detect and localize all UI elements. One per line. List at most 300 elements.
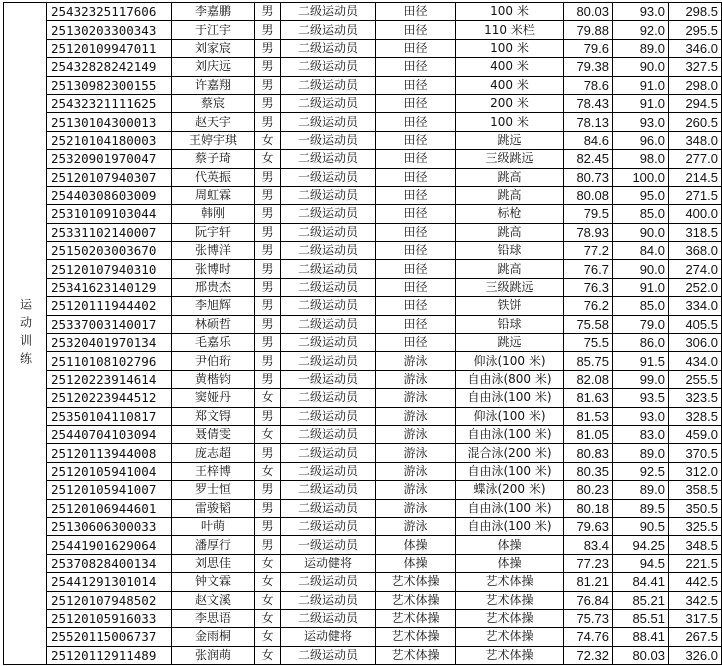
table-row: [4, 242, 722, 260]
category-cell: 运动训练: [4, 3, 47, 665]
total-score-cell: 298.5: [669, 3, 722, 21]
athlete-level-cell: 二级运动员: [281, 3, 376, 21]
name-cell: 林硕哲: [172, 315, 255, 333]
score-1-cell: 77.23: [564, 554, 613, 572]
athlete-level-cell: 二级运动员: [281, 205, 376, 223]
table-row: [4, 591, 722, 609]
name-cell: 毛嘉乐: [172, 334, 255, 352]
score-2-cell: 85.0: [613, 297, 669, 315]
sex-cell: 女: [255, 150, 281, 168]
score-1-cell: 82.08: [564, 370, 613, 388]
student-id-cell: 25432828242149: [47, 58, 172, 76]
student-id-cell: 25130203300343: [47, 21, 172, 39]
sport-cell: 田径: [376, 205, 456, 223]
sex-cell: 女: [255, 628, 281, 646]
total-score-cell: 400.0: [669, 205, 722, 223]
sex-cell: 男: [255, 481, 281, 499]
student-id-cell: 25120107948502: [47, 591, 172, 609]
name-cell: 窦娅丹: [172, 389, 255, 407]
score-1-cell: 75.73: [564, 609, 613, 627]
event-cell: 400 米: [456, 58, 564, 76]
athlete-level-cell: 一级运动员: [281, 536, 376, 554]
total-score-cell: 260.5: [669, 113, 722, 131]
score-1-cell: 81.21: [564, 573, 613, 591]
sport-cell: 艺术体操: [376, 609, 456, 627]
event-cell: 艺术体操: [456, 628, 564, 646]
athlete-level-cell: 二级运动员: [281, 186, 376, 204]
athlete-level-cell: 二级运动员: [281, 334, 376, 352]
student-id-cell: 25120112911489: [47, 646, 172, 664]
student-id-cell: 25130104300013: [47, 113, 172, 131]
sport-cell: 田径: [376, 315, 456, 333]
sex-cell: 男: [255, 278, 281, 296]
name-cell: 赵文溪: [172, 591, 255, 609]
athlete-level-cell: 二级运动员: [281, 260, 376, 278]
sport-cell: 田径: [376, 278, 456, 296]
student-id-cell: 25432325117606: [47, 3, 172, 21]
total-score-cell: 442.5: [669, 573, 722, 591]
student-id-cell: 25110108102796: [47, 352, 172, 370]
event-cell: 200 米: [456, 94, 564, 112]
sport-cell: 游泳: [376, 425, 456, 443]
score-2-cell: 85.51: [613, 609, 669, 627]
score-2-cell: 90.5: [613, 517, 669, 535]
student-id-cell: 25120223944512: [47, 389, 172, 407]
score-1-cell: 81.53: [564, 407, 613, 425]
table-row: [4, 536, 722, 554]
sport-cell: 田径: [376, 168, 456, 186]
event-cell: 铅球: [456, 315, 564, 333]
student-id-cell: 25120107940310: [47, 260, 172, 278]
sport-cell: 田径: [376, 39, 456, 57]
event-cell: 三级跳远: [456, 150, 564, 168]
sport-cell: 田径: [376, 3, 456, 21]
total-score-cell: 277.0: [669, 150, 722, 168]
sport-cell: 田径: [376, 260, 456, 278]
score-2-cell: 89.0: [613, 444, 669, 462]
score-2-cell: 79.0: [613, 315, 669, 333]
sport-cell: 田径: [376, 242, 456, 260]
student-id-cell: 25440704103094: [47, 425, 172, 443]
score-2-cell: 95.0: [613, 186, 669, 204]
sex-cell: 男: [255, 113, 281, 131]
score-1-cell: 78.93: [564, 223, 613, 241]
sport-cell: 体操: [376, 536, 456, 554]
athlete-level-cell: 二级运动员: [281, 591, 376, 609]
sport-cell: 艺术体操: [376, 591, 456, 609]
table-row: [4, 517, 722, 535]
event-cell: 跳远: [456, 334, 564, 352]
sex-cell: 男: [255, 407, 281, 425]
score-2-cell: 96.0: [613, 131, 669, 149]
athlete-level-cell: 二级运动员: [281, 407, 376, 425]
score-1-cell: 78.43: [564, 94, 613, 112]
sex-cell: 男: [255, 186, 281, 204]
event-cell: 体操: [456, 536, 564, 554]
total-score-cell: 274.0: [669, 260, 722, 278]
table-row: [4, 131, 722, 149]
table-row: [4, 186, 722, 204]
score-1-cell: 84.6: [564, 131, 613, 149]
sex-cell: 女: [255, 462, 281, 480]
total-score-cell: 368.0: [669, 242, 722, 260]
event-cell: 跳高: [456, 223, 564, 241]
score-2-cell: 85.0: [613, 205, 669, 223]
score-1-cell: 78.6: [564, 76, 613, 94]
name-cell: 赵天宇: [172, 113, 255, 131]
sport-cell: 田径: [376, 58, 456, 76]
score-2-cell: 90.0: [613, 260, 669, 278]
student-id-cell: 25120105941004: [47, 462, 172, 480]
score-1-cell: 76.3: [564, 278, 613, 296]
score-2-cell: 89.0: [613, 39, 669, 57]
table-row: [4, 646, 722, 664]
athlete-level-cell: 一级运动员: [281, 168, 376, 186]
event-cell: 艺术体操: [456, 609, 564, 627]
event-cell: 自由泳(100 米): [456, 462, 564, 480]
total-score-cell: 298.0: [669, 76, 722, 94]
athlete-level-cell: 二级运动员: [281, 94, 376, 112]
name-cell: 刘庆远: [172, 58, 255, 76]
sport-cell: 田径: [376, 21, 456, 39]
total-score-cell: 312.0: [669, 462, 722, 480]
sport-cell: 艺术体操: [376, 646, 456, 664]
sport-cell: 田径: [376, 223, 456, 241]
name-cell: 韩刚: [172, 205, 255, 223]
name-cell: 刘思佳: [172, 554, 255, 572]
name-cell: 邢贵杰: [172, 278, 255, 296]
score-1-cell: 80.08: [564, 186, 613, 204]
sex-cell: 男: [255, 536, 281, 554]
athlete-level-cell: 二级运动员: [281, 278, 376, 296]
sex-cell: 男: [255, 260, 281, 278]
event-cell: 艺术体操: [456, 646, 564, 664]
student-id-cell: 25441901629064: [47, 536, 172, 554]
score-1-cell: 85.75: [564, 352, 613, 370]
event-cell: 跳高: [456, 168, 564, 186]
score-1-cell: 76.84: [564, 591, 613, 609]
event-cell: 混合泳(200 米): [456, 444, 564, 462]
table-row: [4, 223, 722, 241]
name-cell: 黄楷钧: [172, 370, 255, 388]
results-table-body: [4, 3, 722, 665]
student-id-cell: 25150203003670: [47, 242, 172, 260]
score-2-cell: 91.5: [613, 352, 669, 370]
event-cell: 100 米: [456, 3, 564, 21]
event-cell: 自由泳(100 米): [456, 499, 564, 517]
score-2-cell: 89.0: [613, 481, 669, 499]
name-cell: 李旭辉: [172, 297, 255, 315]
total-score-cell: 328.5: [669, 407, 722, 425]
athlete-level-cell: 二级运动员: [281, 39, 376, 57]
table-row: [4, 94, 722, 112]
event-cell: 100 米: [456, 39, 564, 57]
score-1-cell: 75.5: [564, 334, 613, 352]
score-2-cell: 93.0: [613, 113, 669, 131]
student-id-cell: 25370828400134: [47, 554, 172, 572]
score-1-cell: 81.63: [564, 389, 613, 407]
table-row: [4, 39, 722, 57]
student-id-cell: 25120223914614: [47, 370, 172, 388]
event-cell: 艺术体操: [456, 591, 564, 609]
sport-cell: 田径: [376, 131, 456, 149]
athlete-level-cell: 二级运动员: [281, 315, 376, 333]
student-id-cell: 25320901970047: [47, 150, 172, 168]
total-score-cell: 295.5: [669, 21, 722, 39]
table-row: [4, 444, 722, 462]
athlete-level-cell: 二级运动员: [281, 444, 376, 462]
sport-cell: 游泳: [376, 481, 456, 499]
student-id-cell: 25310109103044: [47, 205, 172, 223]
score-1-cell: 76.2: [564, 297, 613, 315]
sex-cell: 男: [255, 168, 281, 186]
sex-cell: 男: [255, 94, 281, 112]
total-score-cell: 306.0: [669, 334, 722, 352]
athlete-level-cell: 二级运动员: [281, 58, 376, 76]
event-cell: 标枪: [456, 205, 564, 223]
score-2-cell: 99.0: [613, 370, 669, 388]
score-2-cell: 93.0: [613, 3, 669, 21]
athlete-level-cell: 二级运动员: [281, 150, 376, 168]
name-cell: 张润萌: [172, 646, 255, 664]
event-cell: 铅球: [456, 242, 564, 260]
score-1-cell: 78.13: [564, 113, 613, 131]
score-1-cell: 80.23: [564, 481, 613, 499]
table-row: [4, 352, 722, 370]
score-1-cell: 79.63: [564, 517, 613, 535]
sex-cell: 女: [255, 646, 281, 664]
sport-cell: 田径: [376, 150, 456, 168]
name-cell: 庞志超: [172, 444, 255, 462]
total-score-cell: 318.5: [669, 223, 722, 241]
sex-cell: 女: [255, 573, 281, 591]
table-row: [4, 21, 722, 39]
athlete-level-cell: 二级运动员: [281, 21, 376, 39]
score-2-cell: 90.0: [613, 223, 669, 241]
event-cell: 跳高: [456, 260, 564, 278]
score-1-cell: 75.58: [564, 315, 613, 333]
sex-cell: 男: [255, 370, 281, 388]
sport-cell: 游泳: [376, 462, 456, 480]
sex-cell: 男: [255, 352, 281, 370]
athlete-level-cell: 运动健将: [281, 554, 376, 572]
table-row: [4, 168, 722, 186]
name-cell: 李思语: [172, 609, 255, 627]
name-cell: 王婷宇琪: [172, 131, 255, 149]
table-row: [4, 278, 722, 296]
event-cell: 跳高: [456, 186, 564, 204]
athlete-level-cell: 运动健将: [281, 628, 376, 646]
athlete-level-cell: 二级运动员: [281, 517, 376, 535]
athlete-level-cell: 二级运动员: [281, 573, 376, 591]
name-cell: 叶萌: [172, 517, 255, 535]
name-cell: 尹伯珩: [172, 352, 255, 370]
sex-cell: 女: [255, 131, 281, 149]
student-id-cell: 25120113944008: [47, 444, 172, 462]
table-row: [4, 499, 722, 517]
score-1-cell: 79.5: [564, 205, 613, 223]
athlete-level-cell: 二级运动员: [281, 76, 376, 94]
total-score-cell: 326.0: [669, 646, 722, 664]
event-cell: 三级跳远: [456, 278, 564, 296]
athlete-level-cell: 二级运动员: [281, 242, 376, 260]
sex-cell: 男: [255, 499, 281, 517]
sex-cell: 男: [255, 297, 281, 315]
student-id-cell: 25210104180003: [47, 131, 172, 149]
table-row: [4, 554, 722, 572]
sex-cell: 男: [255, 58, 281, 76]
name-cell: 阮宇轩: [172, 223, 255, 241]
score-2-cell: 80.03: [613, 646, 669, 664]
student-id-cell: 25350104110817: [47, 407, 172, 425]
event-cell: 蝶泳(200 米): [456, 481, 564, 499]
score-1-cell: 79.38: [564, 58, 613, 76]
sex-cell: 男: [255, 3, 281, 21]
score-1-cell: 72.32: [564, 646, 613, 664]
athlete-level-cell: 二级运动员: [281, 609, 376, 627]
score-2-cell: 92.0: [613, 21, 669, 39]
score-2-cell: 88.41: [613, 628, 669, 646]
total-score-cell: 317.5: [669, 609, 722, 627]
sport-cell: 游泳: [376, 389, 456, 407]
sport-cell: 田径: [376, 94, 456, 112]
sport-cell: 游泳: [376, 444, 456, 462]
total-score-cell: 346.0: [669, 39, 722, 57]
score-1-cell: 79.6: [564, 39, 613, 57]
name-cell: 于江宇: [172, 21, 255, 39]
score-1-cell: 79.88: [564, 21, 613, 39]
total-score-cell: 348.0: [669, 131, 722, 149]
event-cell: 仰泳(100 米): [456, 407, 564, 425]
score-1-cell: 80.03: [564, 3, 613, 21]
score-2-cell: 93.5: [613, 389, 669, 407]
name-cell: 罗士恒: [172, 481, 255, 499]
total-score-cell: 255.5: [669, 370, 722, 388]
sex-cell: 男: [255, 517, 281, 535]
sport-cell: 游泳: [376, 352, 456, 370]
student-id-cell: 25120109947011: [47, 39, 172, 57]
event-cell: 艺术体操: [456, 573, 564, 591]
event-cell: 仰泳(100 米): [456, 352, 564, 370]
total-score-cell: 294.5: [669, 94, 722, 112]
score-2-cell: 91.0: [613, 278, 669, 296]
table-row: [4, 297, 722, 315]
sex-cell: 男: [255, 21, 281, 39]
score-2-cell: 94.25: [613, 536, 669, 554]
score-2-cell: 91.0: [613, 76, 669, 94]
student-id-cell: 25120106944601: [47, 499, 172, 517]
results-table: [3, 2, 722, 665]
total-score-cell: 334.0: [669, 297, 722, 315]
event-cell: 400 米: [456, 76, 564, 94]
name-cell: 张博洋: [172, 242, 255, 260]
name-cell: 雷骏韬: [172, 499, 255, 517]
table-row: [4, 573, 722, 591]
table-row: [4, 609, 722, 627]
name-cell: 蔡宸: [172, 94, 255, 112]
table-row: [4, 481, 722, 499]
sex-cell: 男: [255, 205, 281, 223]
total-score-cell: 434.0: [669, 352, 722, 370]
score-2-cell: 100.0: [613, 168, 669, 186]
score-2-cell: 86.0: [613, 334, 669, 352]
athlete-level-cell: 一级运动员: [281, 131, 376, 149]
name-cell: 周虹霖: [172, 186, 255, 204]
score-1-cell: 80.83: [564, 444, 613, 462]
score-1-cell: 81.05: [564, 425, 613, 443]
student-id-cell: 25120105941007: [47, 481, 172, 499]
score-2-cell: 94.5: [613, 554, 669, 572]
sport-cell: 体操: [376, 554, 456, 572]
score-2-cell: 89.5: [613, 499, 669, 517]
student-id-cell: 25520115006737: [47, 628, 172, 646]
score-2-cell: 83.0: [613, 425, 669, 443]
sex-cell: 男: [255, 334, 281, 352]
sex-cell: 女: [255, 389, 281, 407]
event-cell: 自由泳(800 米): [456, 370, 564, 388]
name-cell: 许嘉翔: [172, 76, 255, 94]
name-cell: 张博时: [172, 260, 255, 278]
sex-cell: 男: [255, 223, 281, 241]
athlete-level-cell: 二级运动员: [281, 425, 376, 443]
score-2-cell: 90.0: [613, 58, 669, 76]
student-id-cell: 25341623140129: [47, 278, 172, 296]
student-id-cell: 25320401970134: [47, 334, 172, 352]
student-id-cell: 25120111944402: [47, 297, 172, 315]
table-row: [4, 315, 722, 333]
total-score-cell: 267.5: [669, 628, 722, 646]
total-score-cell: 350.5: [669, 499, 722, 517]
name-cell: 郑文锝: [172, 407, 255, 425]
table-row: [4, 3, 722, 21]
total-score-cell: 271.5: [669, 186, 722, 204]
name-cell: 蔡子琦: [172, 150, 255, 168]
table-row: [4, 407, 722, 425]
athlete-level-cell: 二级运动员: [281, 223, 376, 241]
athlete-level-cell: 二级运动员: [281, 113, 376, 131]
sport-cell: 艺术体操: [376, 573, 456, 591]
athlete-level-cell: 一级运动员: [281, 370, 376, 388]
total-score-cell: 370.5: [669, 444, 722, 462]
student-id-cell: 25440308603009: [47, 186, 172, 204]
sex-cell: 男: [255, 242, 281, 260]
score-1-cell: 80.35: [564, 462, 613, 480]
sport-cell: 艺术体操: [376, 628, 456, 646]
table-row: [4, 58, 722, 76]
score-2-cell: 93.0: [613, 407, 669, 425]
student-id-cell: 25130606300033: [47, 517, 172, 535]
score-2-cell: 84.0: [613, 242, 669, 260]
sport-cell: 游泳: [376, 517, 456, 535]
score-1-cell: 77.2: [564, 242, 613, 260]
score-2-cell: 91.0: [613, 94, 669, 112]
event-cell: 自由泳(100 米): [456, 425, 564, 443]
sport-cell: 田径: [376, 297, 456, 315]
table-row: [4, 425, 722, 443]
sport-cell: 田径: [376, 334, 456, 352]
name-cell: 李嘉鹏: [172, 3, 255, 21]
sex-cell: 男: [255, 444, 281, 462]
sport-cell: 游泳: [376, 370, 456, 388]
student-id-cell: 25120105916033: [47, 609, 172, 627]
name-cell: 代英振: [172, 168, 255, 186]
student-id-cell: 25432321111625: [47, 94, 172, 112]
sport-cell: 田径: [376, 113, 456, 131]
event-cell: 跳远: [456, 131, 564, 149]
sport-cell: 游泳: [376, 407, 456, 425]
event-cell: 自由泳(100 米): [456, 517, 564, 535]
table-row: [4, 370, 722, 388]
